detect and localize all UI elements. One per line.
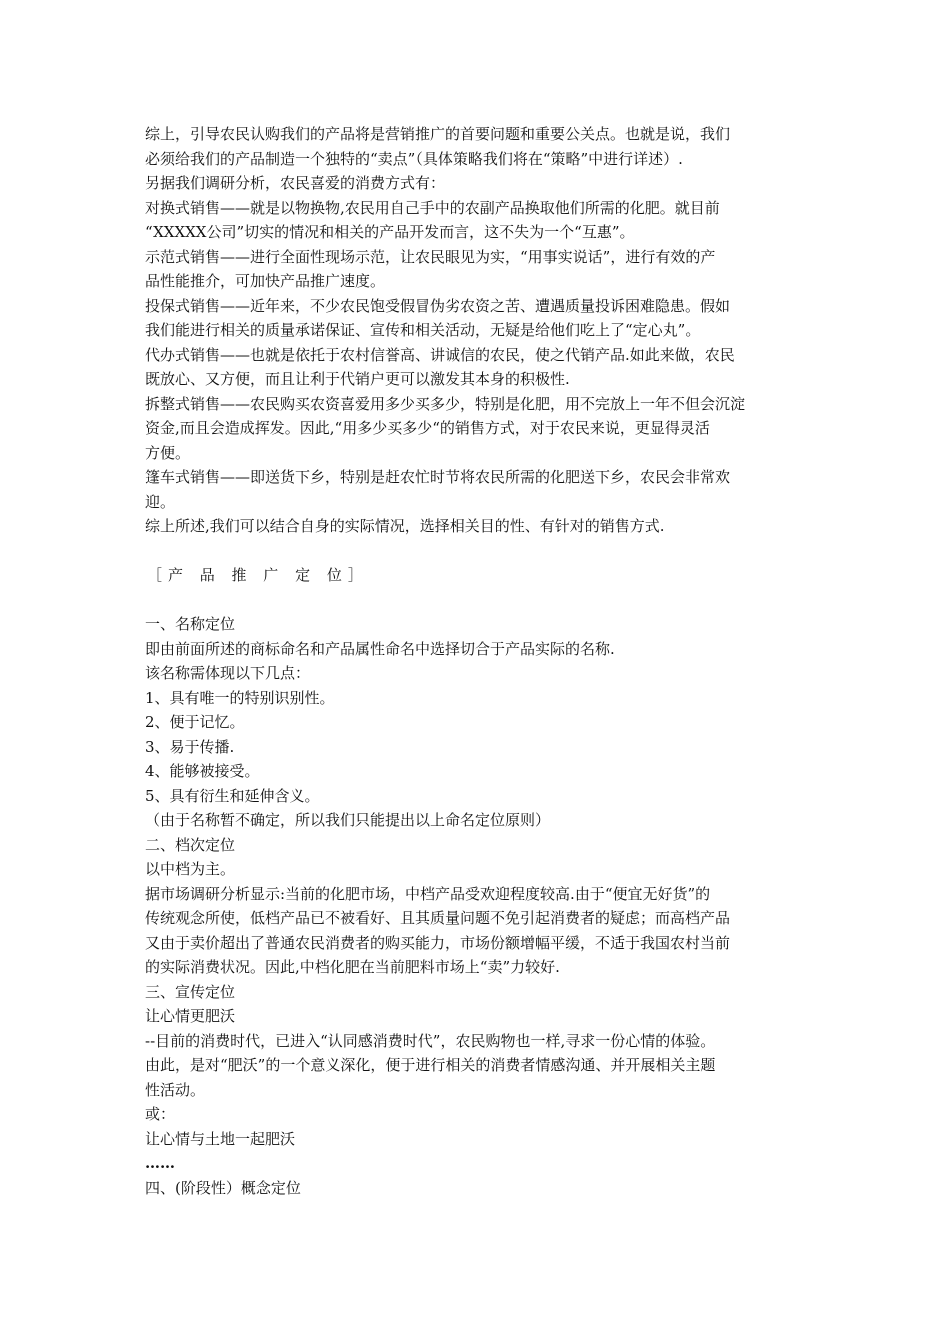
spacer [145,588,815,613]
naming-point: 4、能够被接受。 [145,762,260,780]
method-truck-line-2: 迎。 [145,492,176,511]
promo-paragraph-line-3: 性活动。 [145,1080,206,1099]
promo-paragraph-line-2: 由此，是对“肥沃”的一个意义深化，便于进行相关的消费者情感沟通、并开展相关主题 [145,1056,716,1074]
naming-lead: 该名称需体现以下几点： [145,664,311,682]
intro-line-1: 综上，引导农民认购我们的产品将是营销推广的首要问题和重要公关点。也就是说，我们 [145,125,731,143]
method-insure-line-2: 我们能进行相关的质量承诺保证、宣传和相关活动，无疑是给他们吃上了“定心丸”。 [145,321,701,339]
grade-paragraph-line-2: 传统观念所使，低档产品已不被看好、且其质量问题不免引起消费者的疑虑；而高档产品 [145,909,731,927]
naming-point: 3、易于传播. [145,737,235,756]
methods-summary: 综上所述,我们可以结合自身的实际情况，选择相关目的性、有针对的销售方式. [145,517,665,535]
grade-main: 以中档为主。 [145,860,236,878]
naming-heading: 一、名称定位 [145,615,236,633]
promo-paragraph-line-1: --目前的消费时代，已进入“认同感消费时代”，农民购物也一样,寻求一份心情的体验。 [145,1031,716,1050]
promo-slogan-2: 让心情与土地一起肥沃 [145,1129,296,1148]
method-split-line-3: 方便。 [145,443,191,462]
grade-paragraph-line-1: 据市场调研分析显示:当前的化肥市场，中档产品受欢迎程度较高.由于“便宜无好货”的 [145,884,711,903]
intro-line-2: 必须给我们的产品制造一个独特的“卖点”（具体策略我们将在“策略”中进行详述）. [145,149,683,168]
method-demo-line-2: 品性能推介，可加快产品推广速度。 [145,272,386,290]
method-demo-line-1: 示范式销售——进行全面性现场示范，让农民眼见为实，“用事实说话”，进行有效的产 [145,247,716,266]
method-split-line-2: 资金,而且会造成挥发。因此,“用多少买多少“的销售方式，对于农民来说，更显得灵活 [145,419,710,437]
spacer [145,539,815,564]
method-swap-line-2: “XXXXX公司”切实的情况和相关的产品开发而言，这不失为一个“互惠”。 [145,223,635,241]
naming-note: （由于名称暂不确定，所以我们只能提出以上命名定位原则） [145,811,551,829]
document-page [145,122,815,1200]
concept-heading: 四、(阶段性）概念定位 [145,1178,301,1197]
grade-paragraph-line-4: 的实际消费状况。因此,中档化肥在当前肥料市场上“卖”力较好. [145,958,560,976]
method-swap-line-1: 对换式销售——就是以物换物,农民用自己手中的农副产品换取他们所需的化肥。就目前 [145,198,720,217]
naming-point: 5、具有衍生和延伸含义。 [145,786,320,805]
promo-or: 或： [145,1105,176,1123]
promo-heading: 三、宣传定位 [145,982,236,1001]
promo-ellipsis: …… [145,1154,175,1172]
method-agent-line-1: 代办式销售——也就是依托于农村信誉高、讲诚信的农民，使之代销产品.如此来做，农民 [145,345,735,364]
naming-point: 2、便于记忆。 [145,713,245,731]
naming-desc: 即由前面所述的商标命名和产品属性命名中选择切合于产品实际的名称. [145,639,615,658]
method-split-line-1: 拆整式销售——农民购买农资喜爱用多少买多少，特别是化肥，用不完放上一年不但会沉淀 [145,394,746,413]
grade-heading: 二、档次定位 [145,835,236,854]
method-truck-line-1: 篷车式销售——即送货下乡，特别是赶农忙时节将农民所需的化肥送下乡，农民会非常欢 [145,468,731,486]
intro-line-3: 另据我们调研分析，农民喜爱的消费方式有： [145,174,446,192]
naming-point: 1、具有唯一的特别识别性。 [145,688,335,707]
grade-paragraph-line-3: 又由于卖价超出了普通农民消费者的购买能力，市场份额增幅平缓，不适于我国农村当前 [145,933,731,952]
promo-slogan-1: 让心情更肥沃 [145,1007,236,1025]
section-title: ［产 品 推 广 定 位］ [147,566,369,584]
method-agent-line-2: 既放心、又方便，而且让利于代销户更可以激发其本身的积极性. [145,370,570,388]
method-insure-line-1: 投保式销售——近年来，不少农民饱受假冒伪劣农资之苦、遭遇质量投诉困难隐患。假如 [145,296,731,315]
